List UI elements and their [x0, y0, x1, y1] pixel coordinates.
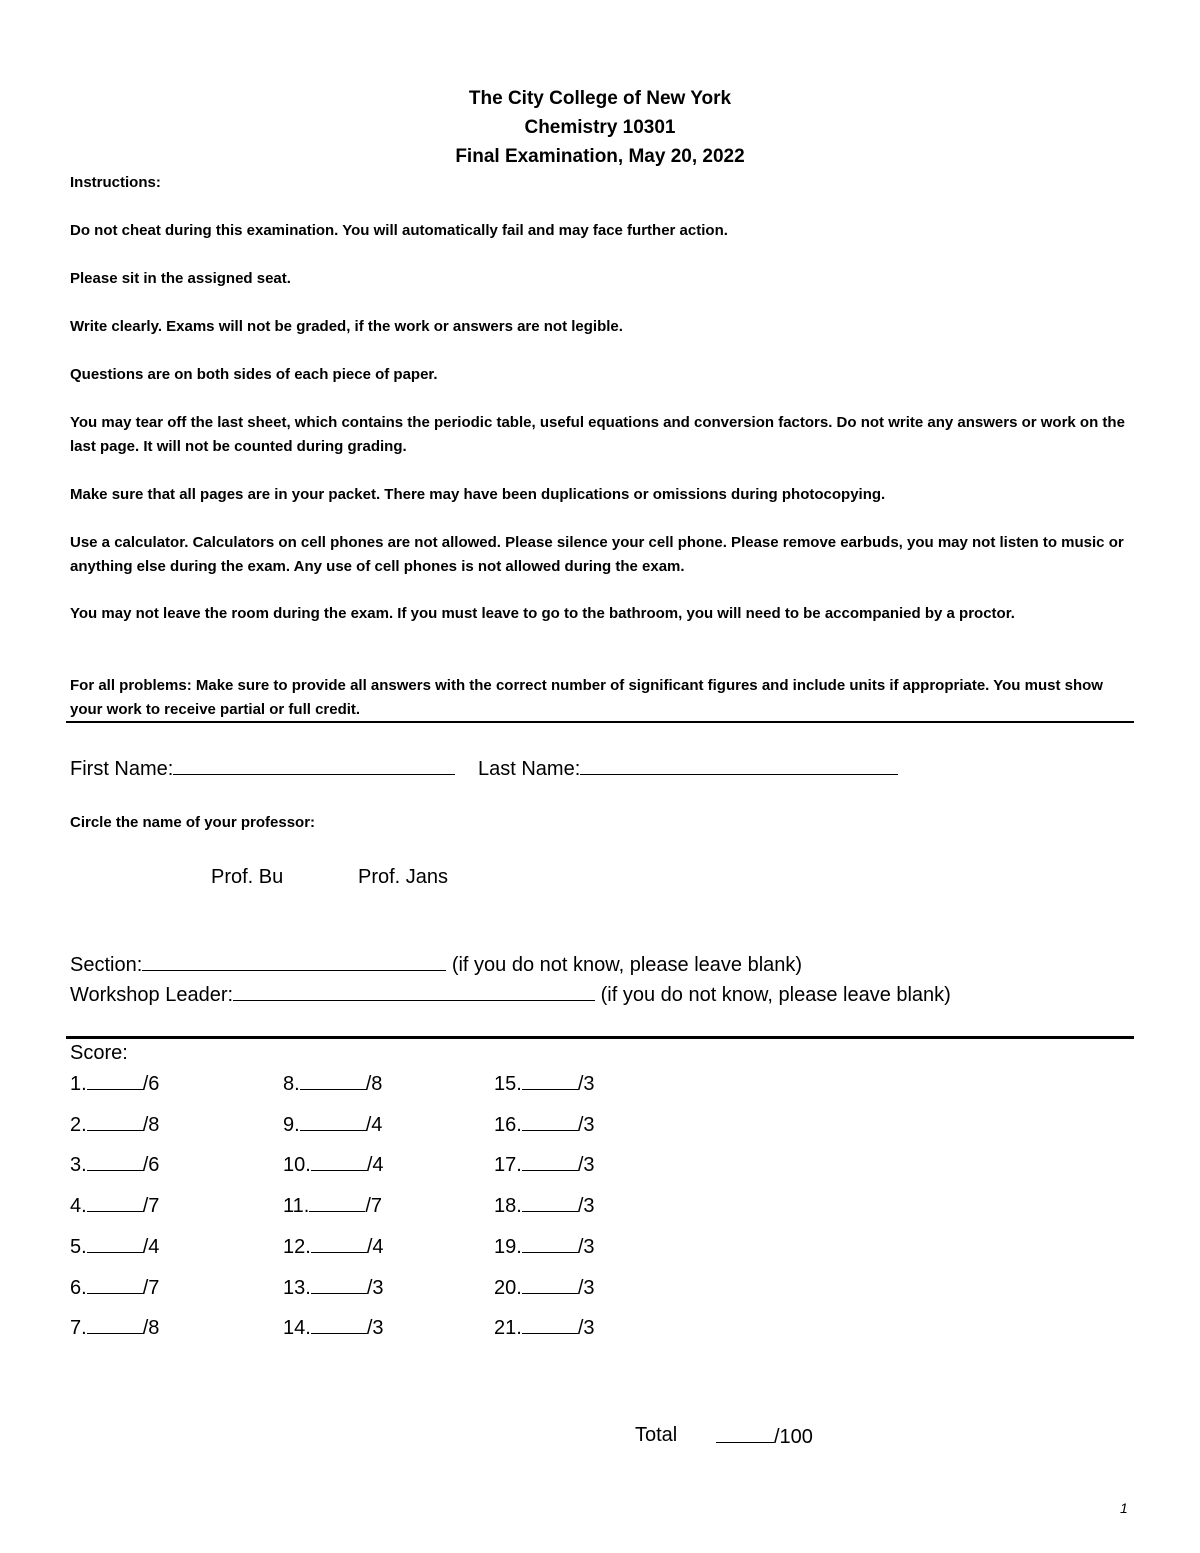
total-field[interactable] [716, 1424, 813, 1449]
instruction-item: Please sit in the assigned seat. [70, 270, 291, 287]
question-number: 5. [70, 1236, 87, 1258]
score-row[interactable] [70, 1315, 159, 1340]
workshop-blank[interactable] [233, 982, 595, 1001]
score-blank[interactable] [311, 1152, 367, 1171]
score-row[interactable] [494, 1234, 595, 1259]
score-blank[interactable] [87, 1193, 143, 1212]
divider [66, 721, 1134, 723]
question-max: /3 [577, 1277, 595, 1299]
question-number: 19. [494, 1236, 522, 1258]
instruction-item: You may tear off the last sheet, which contains the periodic table, useful equations and conversion factors. Do not write any answers or work on the last page. It will not be counted during grading. [70, 414, 1125, 455]
score-row[interactable] [283, 1234, 384, 1259]
professor-prompt: Circle the name of your professor: [70, 814, 316, 831]
section-label: Section: [70, 954, 143, 976]
question-max: /3 [577, 1073, 595, 1095]
score-row[interactable] [70, 1275, 159, 1300]
question-number: 1. [70, 1073, 87, 1095]
question-max: /7 [365, 1195, 383, 1217]
question-number: 2. [70, 1114, 87, 1136]
workshop-note: (if you do not know, please leave blank) [600, 984, 951, 1006]
instructions-label: Instructions: [70, 174, 161, 191]
question-max: /3 [577, 1195, 595, 1217]
score-row[interactable] [70, 1152, 159, 1177]
question-number: 21. [494, 1317, 522, 1339]
score-blank[interactable] [311, 1234, 367, 1253]
professor-option-bu[interactable]: Prof. Bu [211, 866, 284, 888]
score-blank[interactable] [87, 1315, 143, 1334]
score-blank[interactable] [522, 1234, 578, 1253]
section-field[interactable] [70, 952, 802, 977]
question-max: /4 [366, 1154, 384, 1176]
score-row[interactable] [494, 1152, 595, 1177]
score-blank[interactable] [300, 1112, 366, 1131]
question-number: 7. [70, 1317, 87, 1339]
score-row[interactable] [283, 1071, 382, 1096]
question-number: 16. [494, 1114, 522, 1136]
last-name-field[interactable] [478, 756, 898, 781]
score-blank[interactable] [309, 1193, 365, 1212]
total-blank[interactable] [716, 1424, 774, 1443]
score-row[interactable] [70, 1193, 159, 1218]
score-blank[interactable] [87, 1071, 143, 1090]
last-name-label: Last Name: [478, 758, 581, 780]
total-label: Total [635, 1424, 678, 1446]
question-max: /4 [142, 1236, 160, 1258]
instruction-item: Do not cheat during this examination. You will automatically fail and may face further action. [70, 222, 728, 239]
page-number: 1 [1120, 1500, 1128, 1516]
score-row[interactable] [70, 1071, 159, 1096]
score-row[interactable] [494, 1315, 595, 1340]
score-blank[interactable] [300, 1071, 366, 1090]
score-row[interactable] [283, 1193, 382, 1218]
first-name-label: First Name: [70, 758, 174, 780]
score-row[interactable] [494, 1112, 595, 1137]
question-max: /4 [366, 1236, 384, 1258]
section-note: (if you do not know, please leave blank) [451, 954, 803, 976]
score-blank[interactable] [87, 1152, 143, 1171]
question-number: 3. [70, 1154, 87, 1176]
question-max: /8 [142, 1114, 160, 1136]
question-max: /7 [142, 1277, 160, 1299]
professor-option-jans[interactable]: Prof. Jans [358, 866, 449, 888]
score-blank[interactable] [522, 1071, 578, 1090]
score-row[interactable] [494, 1071, 595, 1096]
question-max: /6 [142, 1154, 160, 1176]
question-number: 15. [494, 1073, 522, 1095]
question-max: /3 [366, 1277, 384, 1299]
instruction-item: You may not leave the room during the exam. If you must leave to go to the bathroom, you will need to be accompanied by a proctor. [70, 605, 1015, 622]
score-row[interactable] [283, 1152, 384, 1177]
question-number: 13. [283, 1277, 311, 1299]
last-name-blank[interactable] [580, 756, 898, 775]
question-max: /6 [142, 1073, 160, 1095]
section-blank[interactable] [142, 952, 446, 971]
question-max: /3 [577, 1114, 595, 1136]
score-blank[interactable] [522, 1275, 578, 1294]
score-blank[interactable] [87, 1275, 143, 1294]
college-title: The City College of New York [468, 88, 732, 109]
instruction-item: Questions are on both sides of each piece of paper. [70, 366, 438, 383]
question-max: /3 [577, 1236, 595, 1258]
score-blank[interactable] [522, 1193, 578, 1212]
score-blank[interactable] [311, 1275, 367, 1294]
score-label: Score: [70, 1042, 128, 1064]
question-number: 11. [283, 1195, 310, 1217]
question-number: 6. [70, 1277, 87, 1299]
exam-title: Final Examination, May 20, 2022 [455, 146, 745, 167]
instruction-item: For all problems: Make sure to provide all answers with the correct number of significant figures and include units if appropriate. You must show your work to receive partial or full credit. [70, 677, 1103, 718]
course-title: Chemistry 10301 [524, 117, 676, 138]
question-number: 10. [283, 1154, 311, 1176]
score-row[interactable] [283, 1112, 382, 1137]
question-max: /3 [366, 1317, 384, 1339]
question-max: /3 [577, 1317, 595, 1339]
question-number: 9. [283, 1114, 300, 1136]
score-row[interactable] [283, 1315, 384, 1340]
score-row[interactable] [494, 1275, 595, 1300]
question-max: /8 [142, 1317, 160, 1339]
question-max: /7 [142, 1195, 160, 1217]
question-max: /8 [365, 1073, 383, 1095]
question-number: 18. [494, 1195, 522, 1217]
divider-thick [66, 1036, 1134, 1039]
instruction-item: Make sure that all pages are in your packet. There may have been duplications or omissions during photocopying. [70, 486, 886, 503]
score-row[interactable] [283, 1275, 384, 1300]
instruction-item: Write clearly. Exams will not be graded, if the work or answers are not legible. [70, 318, 623, 335]
question-number: 12. [283, 1236, 311, 1258]
question-max: /4 [365, 1114, 383, 1136]
score-row[interactable] [494, 1193, 595, 1218]
question-number: 17. [494, 1154, 522, 1176]
total-max: /100 [774, 1426, 813, 1448]
score-blank[interactable] [522, 1152, 578, 1171]
workshop-field[interactable] [70, 982, 951, 1007]
first-name-field[interactable] [70, 756, 455, 781]
question-number: 8. [283, 1073, 300, 1095]
score-blank[interactable] [87, 1234, 143, 1253]
score-blank[interactable] [87, 1112, 143, 1131]
question-number: 20. [494, 1277, 522, 1299]
workshop-label: Workshop Leader: [70, 984, 234, 1006]
instruction-item: Use a calculator. Calculators on cell phones are not allowed. Please silence your cell phone. Please remove earbuds, you may not listen to music or anything else during the exam. Any use of cell phones is not allowed during the exam. [70, 534, 1124, 575]
score-blank[interactable] [522, 1112, 578, 1131]
score-row[interactable] [70, 1112, 159, 1137]
question-max: /3 [577, 1154, 595, 1176]
score-blank[interactable] [522, 1315, 578, 1334]
score-row[interactable] [70, 1234, 159, 1259]
score-blank[interactable] [311, 1315, 367, 1334]
first-name-blank[interactable] [173, 756, 455, 775]
question-number: 14. [283, 1317, 311, 1339]
question-number: 4. [70, 1195, 87, 1217]
